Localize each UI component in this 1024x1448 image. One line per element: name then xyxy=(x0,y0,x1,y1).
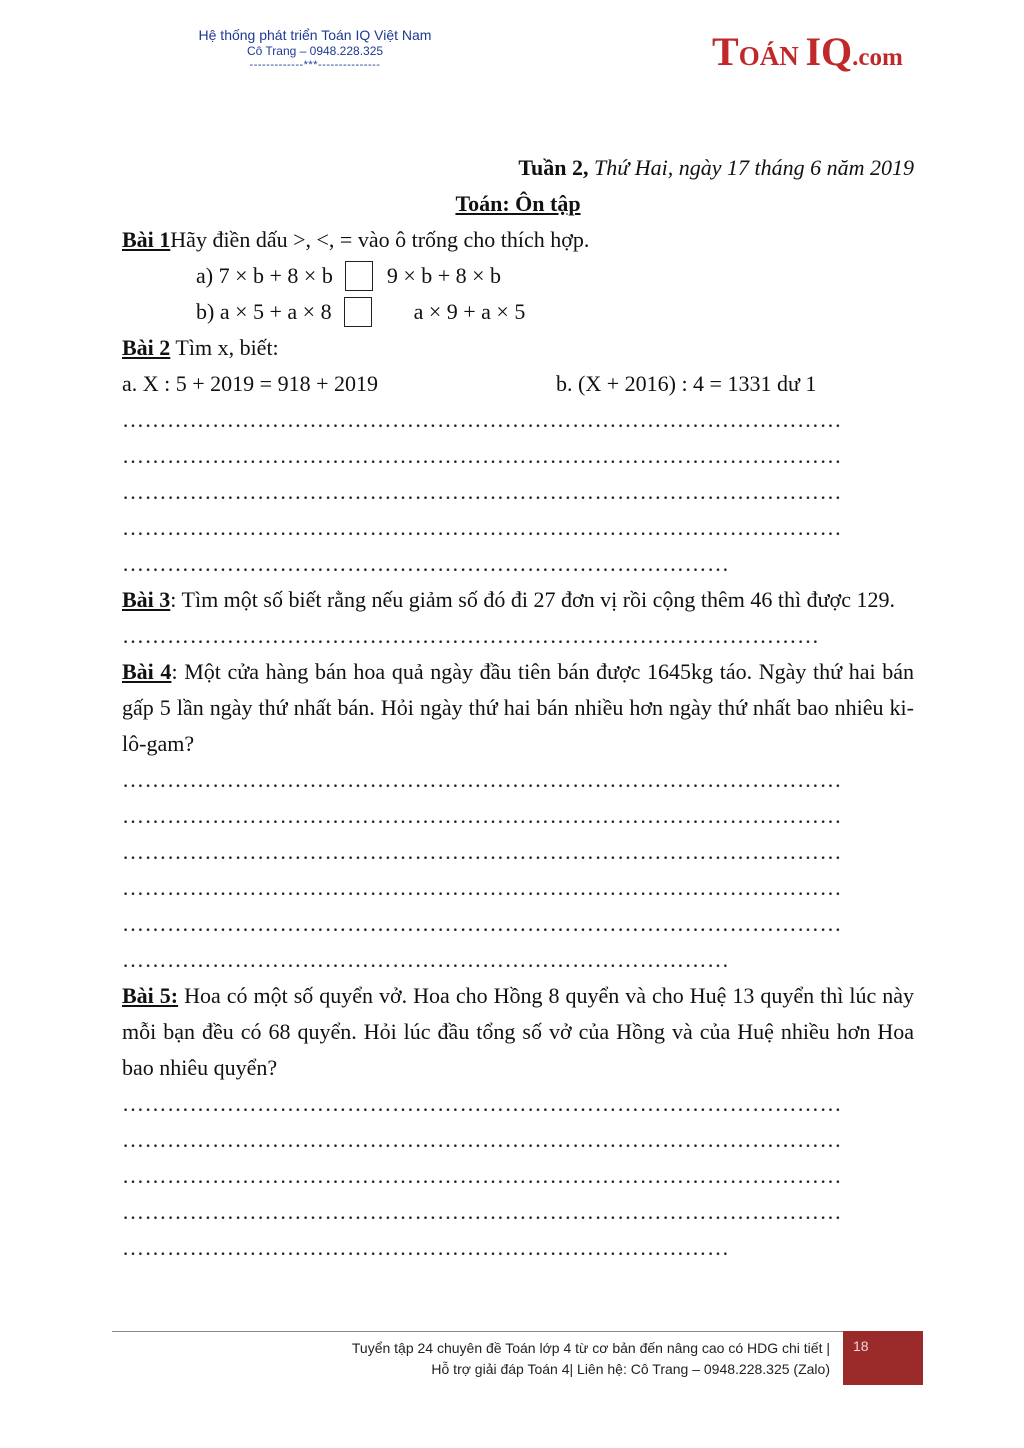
exercise-2-label: Bài 2 xyxy=(122,335,171,360)
exercise-3-text: : Tìm một số biết rằng nếu giảm số đó đi 27 đơn vị rồi cộng thêm 46 thì được 129. xyxy=(170,587,895,612)
exercise-1b-left: b) a × 5 + a × 8 xyxy=(196,299,332,324)
comparison-box-a[interactable] xyxy=(345,261,373,291)
answer-line: …………………………………………………………………………………… xyxy=(122,875,842,900)
exercise-3-label: Bài 3 xyxy=(122,587,171,612)
answer-line: …………………………………………………………………………………… xyxy=(122,407,842,432)
exercise-5-label: Bài 5: xyxy=(122,983,179,1008)
week-label: Tuần 2, xyxy=(518,155,589,180)
answer-line: …………………………………………………………………………………… xyxy=(122,1127,842,1152)
header-separator: -------------***--------------- xyxy=(249,59,381,71)
footer-contact: Hỗ trợ giải đáp Toán 4| Liên hệ: Cô Trang – 0948.228.325 (Zalo) xyxy=(431,1361,830,1377)
exercise-1b-right: a × 9 + a × 5 xyxy=(413,299,526,324)
exercise-2b: b. (X + 2016) : 4 = 1331 dư 1 xyxy=(556,371,817,396)
answer-line: ………………………………………………………………………………… xyxy=(122,623,820,648)
footer-collection-title: Tuyển tập 24 chuyên đề Toán lớp 4 từ cơ bản đến nâng cao có HDG chi tiết | xyxy=(351,1340,830,1356)
exercise-2-items xyxy=(122,366,914,402)
answer-line: …………………………………………………………………………………… xyxy=(122,911,842,936)
exercise-5 xyxy=(122,978,914,1086)
header-contact: Cô Trang – 0948.228.325 xyxy=(246,44,384,58)
exercise-2-heading xyxy=(122,330,914,366)
date-line xyxy=(122,150,914,186)
lesson-title-line xyxy=(122,186,914,222)
answer-line: ……………………………………………………………………… xyxy=(122,1235,730,1260)
page-number: 18 xyxy=(853,1338,869,1354)
exercise-1-heading xyxy=(122,222,914,258)
exercise-4 xyxy=(122,654,914,762)
toaniq-logo: TOÁN IQ.com xyxy=(712,29,903,74)
lesson-title: Toán: Ôn tập xyxy=(455,191,581,216)
answer-line: ……………………………………………………………………… xyxy=(122,947,730,972)
exercise-4-label: Bài 4 xyxy=(122,659,172,684)
exercise-2-text: Tìm x, biết: xyxy=(170,335,279,360)
answer-line: …………………………………………………………………………………… xyxy=(122,767,842,792)
exercise-2a: a. X : 5 + 2019 = 918 + 2019 xyxy=(122,371,378,396)
answer-line: …………………………………………………………………………………… xyxy=(122,443,842,468)
answer-line: …………………………………………………………………………………… xyxy=(122,1091,842,1116)
header-organization: Hệ thống phát triển Toán IQ Việt Nam xyxy=(198,27,432,43)
exercise-1a-left: a) 7 × b + 8 × b xyxy=(196,263,333,288)
worksheet-content xyxy=(122,150,914,1266)
exercise-5-text: Hoa có một số quyển vở. Hoa cho Hồng 8 quyển và cho Huệ 13 quyển thì lúc này mỗi bạn đều có 68 quyển. Hỏi lúc đầu tổng số vở của Hồng và của Huệ nhiều hơn Hoa bao nhiêu quyển? xyxy=(122,983,914,1080)
exercise-4-text: : Một cửa hàng bán hoa quả ngày đầu tiên bán được 1645kg táo. Ngày thứ hai bán gấp 5 lần ngày thứ nhất bán. Hỏi ngày thứ hai bán nhiều hơn ngày thứ nhất bao nhiêu ki-lô-gam? xyxy=(122,659,914,756)
comparison-box-b[interactable] xyxy=(344,297,372,327)
answer-line: ……………………………………………………………………… xyxy=(122,551,730,576)
answer-line: …………………………………………………………………………………… xyxy=(122,839,842,864)
answer-line: …………………………………………………………………………………… xyxy=(122,479,842,504)
footer-divider xyxy=(112,1331,922,1332)
page-number-box xyxy=(843,1331,923,1385)
answer-line: …………………………………………………………………………………… xyxy=(122,803,842,828)
exercise-1-text: Hãy điền dấu >, <, = vào ô trống cho thích hợp. xyxy=(170,227,590,252)
exercise-3 xyxy=(122,582,914,618)
answer-line: …………………………………………………………………………………… xyxy=(122,1199,842,1224)
page-footer xyxy=(150,1338,830,1380)
date-text: Thứ Hai, ngày 17 tháng 6 năm 2019 xyxy=(588,155,914,180)
exercise-1-label: Bài 1 xyxy=(122,227,171,252)
answer-line: …………………………………………………………………………………… xyxy=(122,515,842,540)
exercise-1a xyxy=(122,258,914,294)
answer-line: …………………………………………………………………………………… xyxy=(122,1163,842,1188)
exercise-1a-right: 9 × b + 8 × b xyxy=(386,263,502,288)
document-header xyxy=(160,26,470,72)
exercise-1b xyxy=(122,294,914,330)
